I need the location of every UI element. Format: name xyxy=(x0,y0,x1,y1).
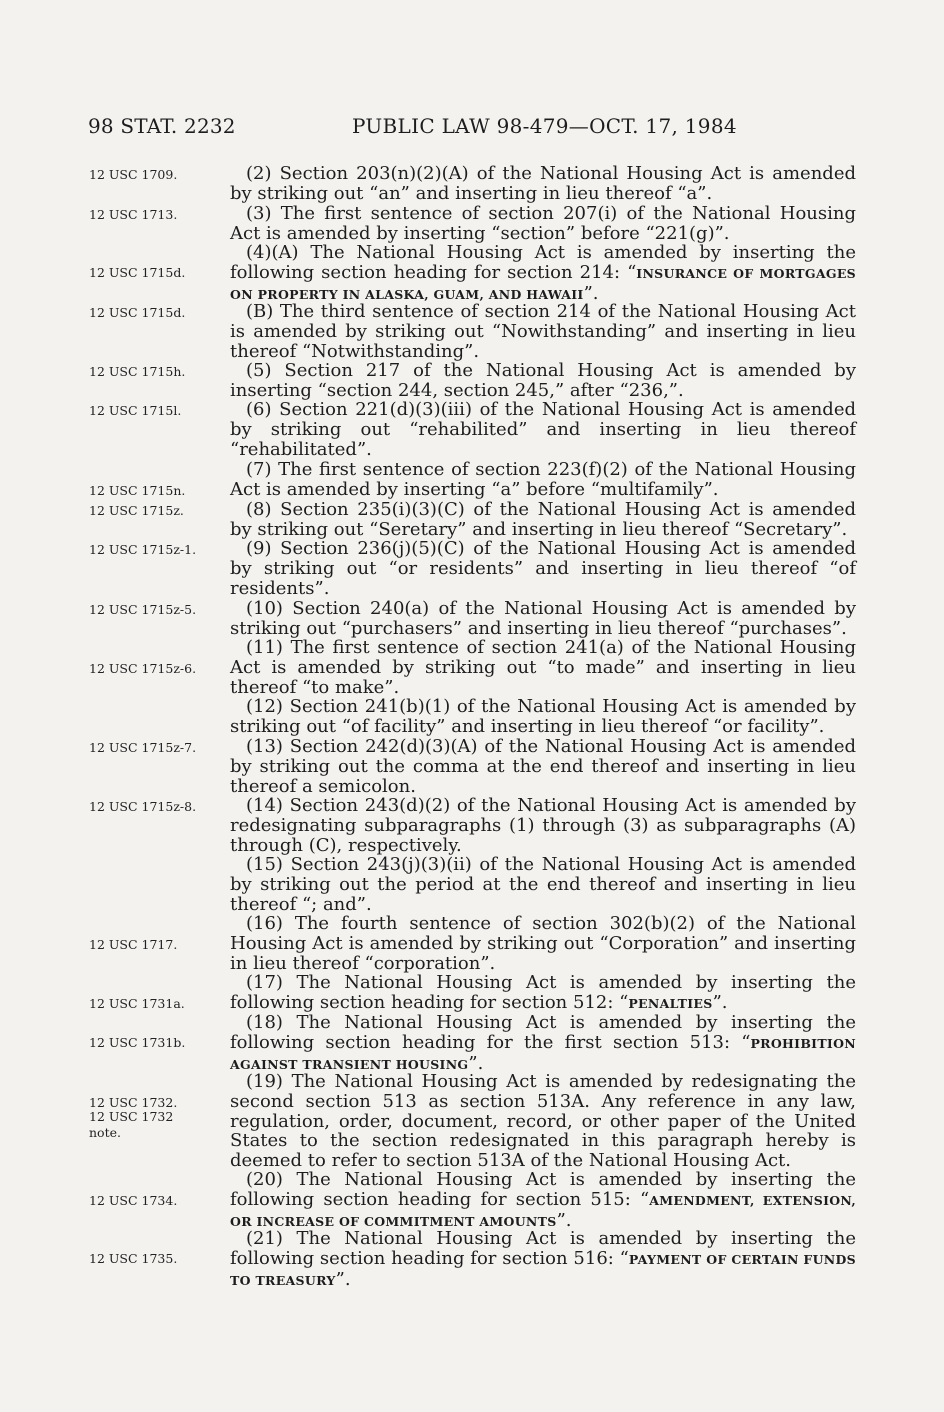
margin-note: 12 USC 1732 xyxy=(89,1109,174,1124)
paragraph-5: (5) Section 217 of the National Housing Act is amended by inserting “section 244, section 245,” after “236,”. xyxy=(230,360,856,401)
paragraph-19: (19) The National Housing Act is amended by redesignating the second section 513 as section 513A. Any reference in any law, regulation, order, document, record, or other paper of the United States to the section redesignated in this paragraph hereby is deemed to refer to section 513A of the National Housing Act. xyxy=(230,1071,856,1172)
margin-note: 12 USC 1715d. xyxy=(89,305,186,320)
margin-note: 12 USC 1717. xyxy=(89,937,178,952)
margin-note: 12 USC 1715z-1. xyxy=(89,542,197,557)
paragraph-6: (6) Section 221(d)(3)(iii) of the National Housing Act is amended by striking out “rehabilited” and inserting in lieu thereof “rehabilitated”. xyxy=(230,399,856,460)
paragraph-11: (11) The first sentence of section 241(a) of the National Housing Act is amended by striking out “to made” and inserting in lieu thereof “to make”. xyxy=(230,637,856,698)
section-heading: INSURANCE OF MORTGAGES ON PROPERTY IN ALASKA, GUAM, AND HAWAII xyxy=(230,265,857,302)
stat-page-number: 98 STAT. 2232 xyxy=(88,114,236,138)
section-heading: PAYMENT OF CERTAIN FUNDS TO TREASURY xyxy=(230,1251,856,1288)
margin-note: 12 USC 1715l. xyxy=(89,403,182,418)
paragraph-8: (8) Section 235(i)(3)(C) of the National Housing Act is amended by striking out “Seretary” and inserting in lieu thereof “Secretary”. xyxy=(230,499,856,540)
paragraph-13: (13) Section 242(d)(3)(A) of the National Housing Act is amended by striking out the comma at the end thereof and inserting in lieu thereof a semicolon. xyxy=(230,736,856,797)
paragraph-2: (2) Section 203(n)(2)(A) of the National Housing Act is amended by striking out “an” and inserting in lieu thereof “a”. xyxy=(230,163,856,204)
paragraph-4a: (4)(A) The National Housing Act is amended by inserting the following section heading for section 214: “INSURANCE OF MORTGAGES ON PROPERTY IN ALASKA, GUAM, AND HAWAII”. xyxy=(230,242,857,304)
margin-note: 12 USC 1715n. xyxy=(89,483,186,498)
margin-note: 12 USC 1713. xyxy=(89,207,178,222)
paragraph-21: (21) The National Housing Act is amended by inserting the following section heading for section 516: “PAYMENT OF CERTAIN FUNDS TO TREASURY”. xyxy=(230,1228,856,1290)
margin-note: 12 USC 1732. xyxy=(89,1095,178,1110)
paragraph-20: (20) The National Housing Act is amended by inserting the following section heading for section 515: “AMENDMENT, EXTENSION, OR INCREASE OF COMMITMENT AMOUNTS”. xyxy=(230,1169,856,1231)
margin-note: 12 USC 1715z-7. xyxy=(89,740,197,755)
margin-note: 12 USC 1715z. xyxy=(89,503,184,518)
margin-note: 12 USC 1735. xyxy=(89,1251,178,1266)
margin-note: 12 USC 1709. xyxy=(89,167,178,182)
margin-note: 12 USC 1715z-5. xyxy=(89,602,197,617)
margin-note: 12 USC 1715z-8. xyxy=(89,799,197,814)
section-heading: PROHIBITION AGAINST TRANSIENT HOUSING xyxy=(230,1035,856,1072)
section-heading: AMENDMENT, EXTENSION, OR INCREASE OF COMMITMENT AMOUNTS xyxy=(230,1192,856,1229)
margin-note: 12 USC 1715z-6. xyxy=(89,661,197,676)
paragraph-9: (9) Section 236(j)(5)(C) of the National Housing Act is amended by striking out “or residents” and inserting in lieu thereof “of residents”. xyxy=(230,538,856,599)
paragraph-14: (14) Section 243(d)(2) of the National Housing Act is amended by redesignating subparagraphs (1) through (3) as subparagraphs (A) through (C), respectively. xyxy=(230,795,856,856)
margin-note: note. xyxy=(89,1125,121,1140)
paragraph-12: (12) Section 241(b)(1) of the National Housing Act is amended by striking out “of facility” and inserting in lieu thereof “or facility”. xyxy=(230,696,856,737)
margin-note: 12 USC 1731a. xyxy=(89,996,185,1011)
paragraph-10: (10) Section 240(a) of the National Housing Act is amended by striking out “purchasers” and inserting in lieu thereof “purchases”. xyxy=(230,598,856,639)
paragraph-17: (17) The National Housing Act is amended by inserting the following section heading for section 512: “PENALTIES”. xyxy=(230,972,856,1013)
paragraph-3: (3) The first sentence of section 207(i) of the National Housing Act is amended by inserting “section” before “221(g)”. xyxy=(230,203,856,244)
section-heading: PENALTIES xyxy=(628,995,713,1011)
margin-note: 12 USC 1715d. xyxy=(89,265,186,280)
paragraph-4b: (B) The third sentence of section 214 of the National Housing Act is amended by striking out “Nowithstanding” and inserting in lieu thereof “Notwithstanding”. xyxy=(230,301,856,362)
paragraph-18: (18) The National Housing Act is amended by inserting the following section heading for the first section 513: “PROHIBITION AGAINST TRANSIENT HOUSING”. xyxy=(230,1012,856,1074)
paragraph-15: (15) Section 243(j)(3)(ii) of the National Housing Act is amended by striking out the period at the end thereof and inserting in lieu thereof “; and”. xyxy=(230,854,856,915)
margin-note: 12 USC 1734. xyxy=(89,1193,178,1208)
paragraph-7: (7) The first sentence of section 223(f)(2) of the National Housing Act is amended by inserting “a” before “multifamily”. xyxy=(230,459,856,500)
paragraph-16: (16) The fourth sentence of section 302(b)(2) of the National Housing Act is amended by striking out “Corporation” and inserting in lieu thereof “corporation”. xyxy=(230,913,856,974)
margin-note: 12 USC 1731b. xyxy=(89,1035,186,1050)
page-header xyxy=(0,114,944,148)
public-law-title: PUBLIC LAW 98-479—OCT. 17, 1984 xyxy=(352,114,737,138)
margin-note: 12 USC 1715h. xyxy=(89,364,186,379)
